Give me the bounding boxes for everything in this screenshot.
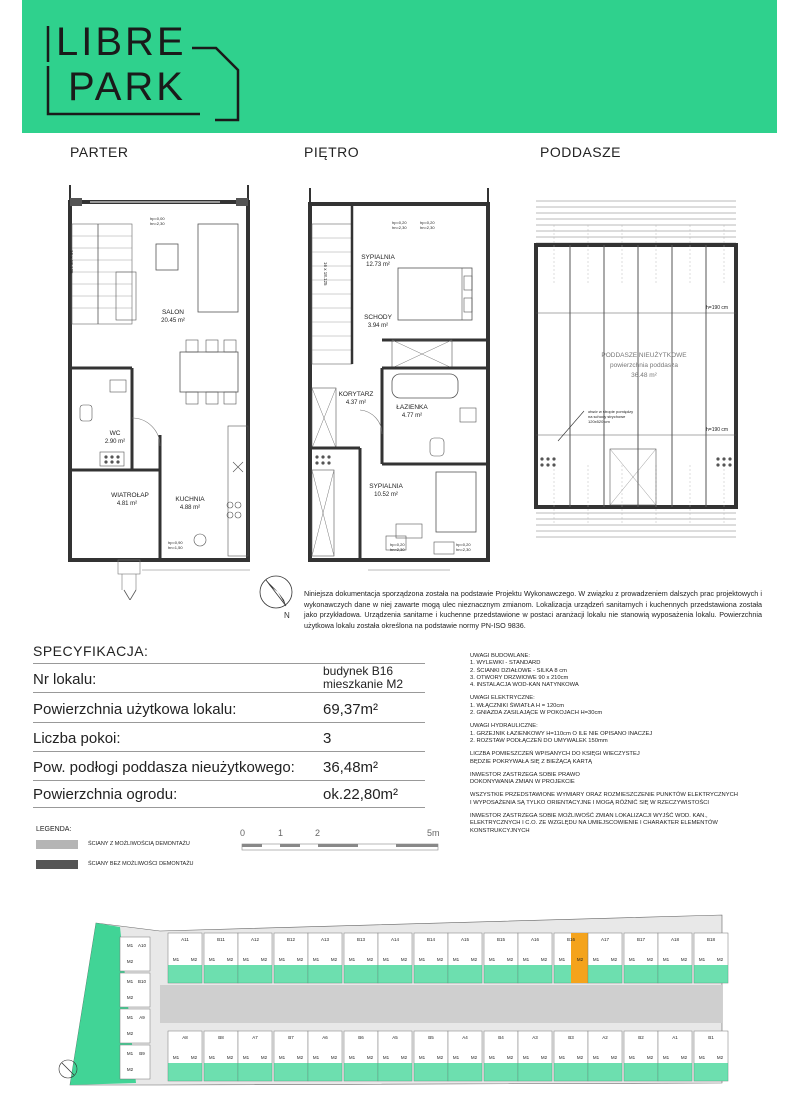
site-garden-m1 (414, 965, 431, 983)
site-label-a1: A1 (672, 1035, 678, 1040)
site-garden-m1 (588, 965, 605, 983)
site-unit-m1: M1 (488, 1055, 496, 1060)
site-unit-m2: M2 (716, 1055, 724, 1060)
logo-frame-icon (40, 22, 250, 122)
site-garden-m1 (238, 965, 255, 983)
site-unit-m2: M2 (400, 1055, 408, 1060)
site-unit-m1: M1 (126, 1051, 134, 1056)
notes-hydraulic-1: 1. GRZEJNIK ŁAZIENKOWY H=110cm O ILE NIE OPISANO INACZEJ (470, 730, 653, 737)
legend-label-permanent: ŚCIANY BEZ MOŻLIWOŚCI DEMONTAŻU (88, 861, 194, 867)
room-area-sypialnia-1: 12.73 m² (366, 262, 390, 268)
poddasze-label-2: powierzchnia poddasza (610, 362, 678, 369)
scale-bar (240, 828, 445, 854)
dim-pietro-1: hp=0,20 (392, 220, 407, 225)
room-label-wiatrolap: WIATROŁAP (111, 492, 149, 499)
hatch-note-3: 120x520 cm (588, 419, 610, 424)
site-unit-m2: M2 (506, 957, 514, 962)
spec-title: SPECYFIKACJA: (33, 643, 149, 659)
site-label-b12: B12 (286, 937, 296, 942)
site-unit-m1: M1 (452, 1055, 460, 1060)
site-label-a16: A16 (530, 937, 540, 942)
site-garden-m1 (624, 965, 641, 983)
dim-pietro-5: hp=0,20 (390, 542, 405, 547)
spec-value-pokoje: 3 (323, 730, 332, 747)
site-unit-m1: M1 (418, 1055, 426, 1060)
site-label-b10: B10 (137, 979, 147, 984)
dim-pietro-2: hn=2,30 (392, 225, 407, 230)
dim-pietro-4: hn=2,30 (420, 225, 435, 230)
site-unit-m1: M1 (522, 957, 530, 962)
site-garden-selected (571, 965, 588, 983)
plan-poddasze (530, 195, 755, 540)
site-garden-m2 (395, 965, 412, 983)
site-label-a2: A2 (602, 1035, 608, 1040)
site-garden (308, 1063, 342, 1081)
site-label-b7: B7 (288, 1035, 294, 1040)
site-garden-m1 (518, 965, 535, 983)
site-garden (414, 1063, 448, 1081)
site-garden-m2 (291, 965, 308, 983)
site-unit-m1: M1 (698, 1055, 706, 1060)
site-garden (238, 1063, 272, 1081)
room-label-schody: SCHODY (364, 314, 392, 321)
site-label-a9: A9 (139, 1015, 145, 1020)
site-unit-m1: M1 (348, 957, 356, 962)
site-garden (694, 1063, 728, 1081)
room-area-wiatrolap: 4.81 m² (116, 501, 138, 507)
room-area-sypialnia-2: 10.52 m² (374, 492, 398, 498)
room-area-kuchnia: 4.88 m² (179, 505, 201, 511)
site-unit-m1: M1 (592, 1055, 600, 1060)
site-unit-m2: M2 (610, 957, 618, 962)
site-label-a8: A8 (182, 1035, 188, 1040)
legend-swatch-permanent (36, 860, 78, 869)
site-unit-m2: M2 (126, 1067, 134, 1072)
site-label-b1: B1 (708, 1035, 714, 1040)
site-unit-m1: M1 (452, 957, 460, 962)
site-garden-m2 (325, 965, 342, 983)
poddasze-h-top: h=190 cm (706, 305, 729, 311)
spec-label-pokoje: Liczba pokoi: (33, 730, 121, 747)
site-garden (554, 1063, 588, 1081)
site-label-b13: B13 (356, 937, 366, 942)
site-unit-m1: M1 (278, 957, 286, 962)
site-garden-m2 (501, 965, 518, 983)
spec-row-poddasze (33, 752, 425, 781)
notes-building-4: 4. INSTALACJA WOD-KAN NATYNKOWA (470, 682, 579, 689)
spec-value-lokal-line2: mieszkanie M2 (323, 677, 404, 691)
site-unit-m2: M2 (190, 957, 198, 962)
site-unit-m2: M2 (540, 957, 548, 962)
notes-para3-line1: WSZYSTKIE PRZEDSTAWIONE WYMIARY ORAZ ROZMIESZCZENIE PUNKTÓW ELEKTRYCZNYCH (470, 792, 738, 799)
spec-label-ogrod: Powierzchnia ogrodu: (33, 786, 178, 803)
scale-tick-1: 1 (278, 828, 284, 838)
site-garden-m1 (554, 965, 571, 983)
site-unit-m1: M1 (172, 957, 180, 962)
site-garden (624, 1063, 658, 1081)
site-unit-m2: M2 (680, 957, 688, 962)
site-garden-m2 (711, 965, 728, 983)
site-label-a18: A18 (670, 937, 680, 942)
site-unit-m1: M1 (662, 957, 670, 962)
notice-text: Niniejsza dokumentacja sporządzona została na podstawie Projektu Wykonawczego. W związku z prowadzeniem dalszych prac projektowych i wykonawczych dane w niej zawarte mogą ulec nieznacznym zmianom. Lokalizacja urządzeń sanitarnych i kuchennych przedstawiona została jako przykładowa. Urządzenia sanitarne i kuchenne przedstawione w postaci aranżacji lokalu nie stanowią wyposażenia lokalu. Powierzchnia użytkowa lokalu została określona na podstawie normy PN-ISO 9836. (304, 589, 762, 630)
dim-pietro-7: hp=0,20 (456, 542, 471, 547)
site-unit-m2: M2 (260, 1055, 268, 1060)
legend-label-removable: ŚCIANY Z MOŻLIWOŚCIĄ DEMONTAŻU (88, 841, 190, 847)
site-label-b16: B16 (566, 937, 576, 942)
hatch-note-1: otwór w stropie pomiędzy (588, 409, 634, 414)
notes-hydraulic-title: UWAGI HYDRAULICZNE: (470, 723, 538, 730)
site-label-a13: A13 (320, 937, 330, 942)
site-unit-m2: M2 (576, 957, 584, 962)
site-label-a3: A3 (532, 1035, 538, 1040)
notes-para2-line1: INWESTOR ZASTRZEGA SOBIE PRAWO (470, 771, 580, 778)
room-label-lazienka: ŁAZIENKA (396, 404, 428, 411)
site-garden-m1 (344, 965, 361, 983)
site-label-a12: A12 (250, 937, 260, 942)
site-garden (344, 1063, 378, 1081)
poddasze-h-bottom: h=190 cm (706, 427, 729, 433)
site-garden-m2 (605, 965, 622, 983)
site-unit-m2: M2 (126, 1031, 134, 1036)
site-unit-m1: M1 (488, 957, 496, 962)
site-unit-m1: M1 (172, 1055, 180, 1060)
spec-value-poddasze: 36,48m² (323, 759, 379, 776)
room-label-kuchnia: KUCHNIA (175, 496, 205, 503)
hatch-note-2: na schody strychowe (588, 414, 626, 419)
site-unit-m2: M2 (400, 957, 408, 962)
site-label-b8: B8 (218, 1035, 224, 1040)
notes-para2-line2: DOKONYWANIA ZMIAN W PROJEKCIE (470, 779, 575, 786)
notes-building-1: 1. WYLEWKI - STANDARD (470, 660, 541, 667)
room-area-schody: 3.94 m² (367, 323, 389, 329)
site-unit-m1: M1 (348, 1055, 356, 1060)
site-unit-m2: M2 (436, 957, 444, 962)
notes-para4-line3: KONSTRUKCYJNYCH (470, 827, 530, 834)
room-label-sypialnia-1: SYPIALNIA (361, 254, 395, 261)
notes-panel (470, 653, 770, 835)
site-garden (448, 1063, 482, 1081)
notes-para1-line2: BĘDZIE POKRYWAŁA SIĘ Z BIEŻĄCĄ KARTĄ (470, 758, 592, 765)
site-unit-m1: M1 (418, 957, 426, 962)
scale-tick-0: 0 (240, 828, 246, 838)
site-unit-m2: M2 (646, 957, 654, 962)
legend-swatch-removable (36, 840, 78, 849)
site-unit-m2: M2 (716, 957, 724, 962)
spec-row-powierzchnia (33, 694, 425, 723)
site-garden (484, 1063, 518, 1081)
site-unit-m1: M1 (698, 957, 706, 962)
room-area-lazienka: 4.77 m² (401, 413, 423, 419)
poddasze-label-1: PODDASZE NIEUŻYTKOWE (601, 352, 687, 359)
site-garden-m1 (658, 965, 675, 983)
site-unit-m2: M2 (366, 957, 374, 962)
poddasze-label-3: 36.48 m² (631, 372, 657, 379)
site-unit-m1: M1 (558, 1055, 566, 1060)
dim-parter-2: hn=2,30 (150, 221, 165, 226)
spec-value-lokal-line1: budynek B16 (323, 664, 394, 678)
spec-value-powierzchnia: 69,37m² (323, 701, 379, 718)
site-garden (518, 1063, 552, 1081)
site-unit-m1: M1 (242, 957, 250, 962)
site-garden (274, 1063, 308, 1081)
site-garden-m2 (535, 965, 552, 983)
spec-row-ogrod (33, 779, 425, 808)
site-garden-m2 (361, 965, 378, 983)
site-unit-m1: M1 (592, 957, 600, 962)
room-area-salon: 20.45 m² (161, 318, 185, 324)
site-unit-m1: M1 (126, 1015, 134, 1020)
room-label-sypialnia-2: SYPIALNIA (369, 483, 403, 490)
site-unit-m2: M2 (646, 1055, 654, 1060)
site-unit-m1: M1 (208, 957, 216, 962)
site-unit-m2: M2 (190, 1055, 198, 1060)
site-unit-m2: M2 (126, 959, 134, 964)
site-label-a15: A15 (460, 937, 470, 942)
legend-title: LEGENDA: (36, 826, 72, 833)
site-unit-m1: M1 (522, 1055, 530, 1060)
notes-para3-line2: I WYPOSAŻENIA SĄ TYLKO ORIENTACYJNE I MOGĄ RÓŻNIĆ SIĘ W RZECZYWISTOŚCI (470, 799, 709, 806)
site-garden-m1 (204, 965, 221, 983)
spec-row-pokoje (33, 723, 425, 752)
site-unit-m2: M2 (330, 1055, 338, 1060)
scale-bar-graphic (240, 840, 445, 856)
notes-electrical-title: UWAGI ELEKTRYCZNE: (470, 695, 535, 702)
site-label-a5: A5 (392, 1035, 398, 1040)
site-unit-m1: M1 (208, 1055, 216, 1060)
site-plan-map (40, 913, 752, 1093)
compass-icon (256, 566, 300, 622)
site-unit-m1: M1 (558, 957, 566, 962)
scale-tick-2: 2 (315, 828, 321, 838)
site-unit-m2: M2 (226, 1055, 234, 1060)
site-unit-m2: M2 (126, 995, 134, 1000)
site-garden-m2 (675, 965, 692, 983)
site-unit-m1: M1 (382, 957, 390, 962)
pietro-drawing (300, 180, 500, 600)
logo-line2: PARK (68, 65, 186, 109)
site-unit-m1: M1 (312, 1055, 320, 1060)
site-garden-m1 (308, 965, 325, 983)
site-garden-m2 (641, 965, 658, 983)
site-garden-m2 (431, 965, 448, 983)
site-garden (378, 1063, 412, 1081)
site-label-b11: B11 (217, 937, 225, 942)
site-garden (168, 1063, 202, 1081)
floor-title-pietro: PIĘTRO (304, 144, 360, 160)
stairs-label-parter: 16 x 18.125 (69, 250, 74, 274)
dim-parter-4: hn=1,50 (168, 545, 183, 550)
room-label-salon: SALON (161, 309, 185, 316)
site-label-b15: B15 (496, 937, 506, 942)
dim-pietro-6: hn=2,30 (390, 547, 405, 552)
dim-pietro-3: hp=0,20 (420, 220, 435, 225)
notes-building-3: 3. OTWORY DRZWIOWE 90 x 210cm (470, 674, 569, 681)
site-label-a11: A11 (181, 937, 189, 942)
site-unit-m2: M2 (540, 1055, 548, 1060)
site-label-b4: B4 (498, 1035, 504, 1040)
site-label-b2: B2 (638, 1035, 644, 1040)
site-unit-m1: M1 (312, 957, 320, 962)
site-unit-m2: M2 (470, 957, 478, 962)
site-unit-m2: M2 (506, 1055, 514, 1060)
site-label-b5: B5 (428, 1035, 434, 1040)
site-unit-m2: M2 (260, 957, 268, 962)
site-unit-m2: M2 (226, 957, 234, 962)
compass-n-label: N (284, 611, 290, 620)
parter-drawing (60, 180, 260, 600)
notes-electrical-2: 2. GNIAZDA ZASILAJĄCE W POKOJACH H=30cm (470, 710, 603, 717)
site-building-a9[interactable] (120, 1009, 150, 1043)
spec-label-lokal: Nr lokalu: (33, 671, 97, 688)
plan-parter (60, 180, 260, 600)
site-label-a6: A6 (322, 1035, 328, 1040)
site-garden-m1 (694, 965, 711, 983)
site-garden-m1 (378, 965, 395, 983)
floor-title-poddasze: PODDASZE (540, 144, 622, 160)
notes-para1-line1: LICZBA POMIESZCZEŃ WPISANYCH DO KSIĘGI WIECZYSTEJ (470, 751, 640, 758)
site-label-b14: B14 (426, 937, 436, 942)
site-garden-m1 (168, 965, 185, 983)
notes-para4-line1: INWESTOR ZASTRZEGA SOBIE MOŻLIWOŚĆ ZMIAN LOKALIZACJI WYJŚĆ WOD. KAN., (470, 813, 708, 820)
spec-value-lokal (323, 665, 403, 691)
site-unit-m1: M1 (242, 1055, 250, 1060)
site-label-a4: A4 (462, 1035, 468, 1040)
site-unit-m2: M2 (610, 1055, 618, 1060)
site-garden-m1 (274, 965, 291, 983)
notes-building-title: UWAGI BUDOWLANE: (470, 653, 531, 659)
site-unit-m1: M1 (628, 957, 636, 962)
site-unit-m1: M1 (382, 1055, 390, 1060)
site-unit-m1: M1 (126, 979, 134, 984)
site-unit-m2: M2 (296, 957, 304, 962)
site-garden-m1 (484, 965, 501, 983)
spec-label-poddasze: Pow. podłogi poddasza nieużytkowego: (33, 759, 295, 776)
floor-title-parter: PARTER (70, 144, 129, 160)
site-label-a17: A17 (600, 937, 610, 942)
dim-parter-1: hp=0,00 (150, 216, 165, 221)
spec-label-powierzchnia: Powierzchnia użytkowa lokalu: (33, 701, 237, 718)
room-label-korytarz: KORYTARZ (338, 391, 374, 398)
site-garden (204, 1063, 238, 1081)
spec-row-lokal (33, 664, 425, 693)
site-unit-m1: M1 (662, 1055, 670, 1060)
site-garden (658, 1063, 692, 1081)
site-unit-m1: M1 (126, 943, 134, 948)
site-unit-m2: M2 (436, 1055, 444, 1060)
dim-parter-3: hp=0,90 (168, 540, 183, 545)
notes-hydraulic-2: 2. ROZSTAW PODŁĄCZEŃ DO UMYWALEK 150mm (470, 737, 608, 744)
site-label-b6: B6 (358, 1035, 364, 1040)
notes-building-2: 2. ŚCIANKI DZIAŁOWE - SILKA 8 cm (470, 667, 567, 674)
site-unit-m2: M2 (470, 1055, 478, 1060)
stairs-label-pietro: 16 x 18.125 (323, 262, 328, 286)
notes-electrical-1: 1. WŁĄCZNIKI ŚWIATŁA H = 120cm (470, 702, 565, 709)
site-label-a7: A7 (252, 1035, 258, 1040)
site-label-a10: A10 (137, 943, 147, 948)
site-garden-m1 (448, 965, 465, 983)
site-garden-m2 (221, 965, 238, 983)
site-garden-m2 (185, 965, 202, 983)
site-unit-m2: M2 (330, 957, 338, 962)
site-label-b17: B17 (636, 937, 646, 942)
site-label-b18: B18 (706, 937, 716, 942)
spec-value-ogrod: ok.22,80m² (323, 786, 399, 803)
site-unit-m2: M2 (680, 1055, 688, 1060)
site-garden-m2 (465, 965, 482, 983)
scale-tick-5: 5m (427, 828, 440, 838)
site-garden-m2 (255, 965, 272, 983)
site-label-b3: B3 (568, 1035, 574, 1040)
site-plan (40, 913, 752, 1093)
site-label-b9: B9 (139, 1051, 145, 1056)
site-unit-m1: M1 (278, 1055, 286, 1060)
site-building-b9[interactable] (120, 1045, 150, 1079)
site-unit-m1: M1 (628, 1055, 636, 1060)
site-unit-m2: M2 (576, 1055, 584, 1060)
libre-park-logo (40, 22, 250, 122)
notes-para4-line2: ELEKTRYCZNYCH I C.O. ZE WZGLĘDU NA UMIEJSCOWIENIE I CHARAKTER ELEMENTÓW (470, 820, 718, 827)
room-area-korytarz: 4.37 m² (345, 400, 367, 406)
site-unit-m2: M2 (366, 1055, 374, 1060)
plan-pietro (300, 180, 500, 600)
header-banner (22, 0, 777, 133)
site-garden (588, 1063, 622, 1081)
dim-pietro-8: hn=2,30 (456, 547, 471, 552)
site-label-a14: A14 (390, 937, 400, 942)
room-area-wc: 2.90 m² (104, 439, 126, 445)
site-unit-m2: M2 (296, 1055, 304, 1060)
room-label-wc: WC (109, 430, 121, 437)
logo-line1: LIBRE (56, 20, 187, 64)
